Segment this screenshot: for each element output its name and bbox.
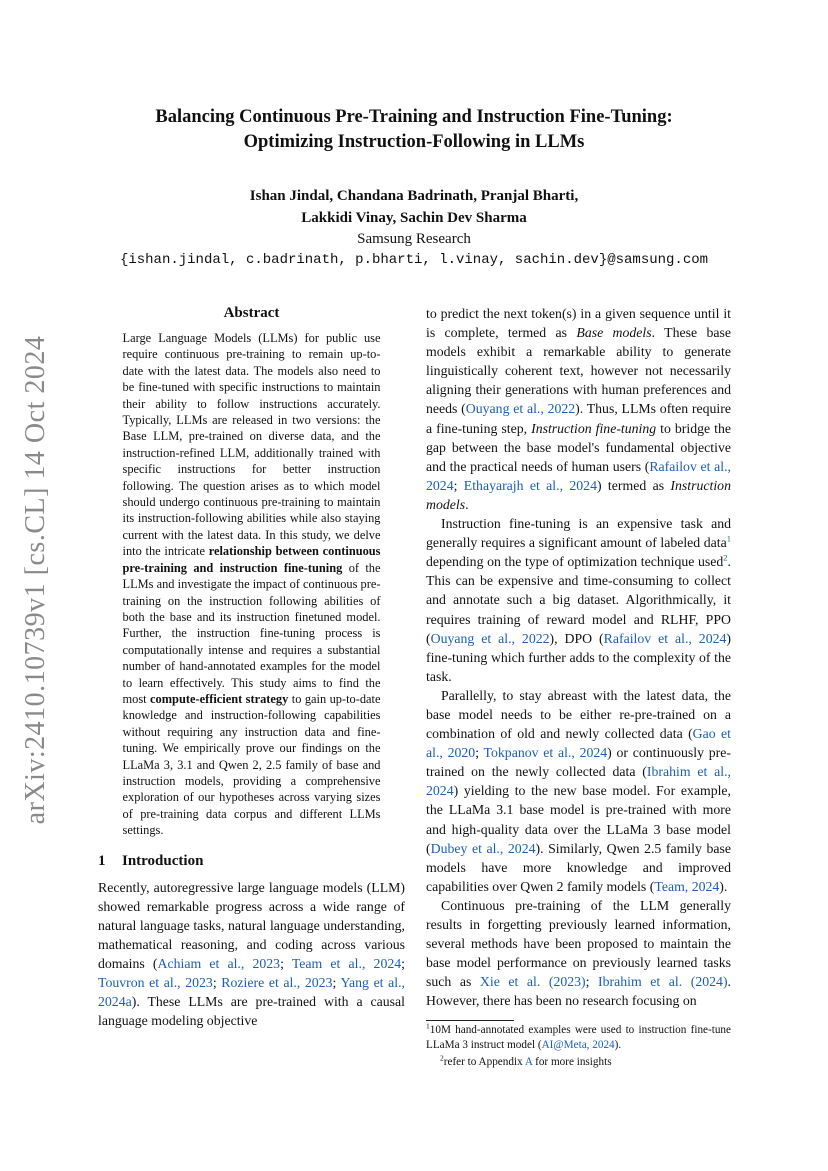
citation-link[interactable]: Tokpanov et al., 2024	[483, 745, 608, 761]
intro-paragraph-1	[98, 878, 405, 1031]
abstract-part-3: to gain up-to-date knowledge and instruction-following capabilities without requiring any instruction data and fine-tuning. We empirically prove our findings on the LLaMa 3, 3.1 and Qwen 2, 2.5 family of base and instruction models, providing a comprehensive exploration of our hypotheses across varying sizes of pre-training data corpus and different LLMs settings.	[122, 691, 381, 838]
text-run: Recently, autoregressive large language models (LLM) showed remarkable progress across a wide range of natural language tasks, natural language understanding, mathematical reasoning, and coding across various domains (	[98, 879, 405, 971]
authors-line-1: Ishan Jindal, Chandana Badrinath, Pranjal Bharti,	[249, 188, 579, 204]
title-block	[98, 105, 730, 270]
section-title: Introduction	[122, 852, 204, 869]
arxiv-id-text: arXiv:2410.10739v1 [cs.CL] 14 Oct 2024	[20, 335, 51, 825]
text-run: ). These LLMs are pre-trained with a causal language modeling objective	[98, 994, 405, 1029]
text-run: ;	[453, 477, 464, 493]
left-column	[98, 305, 405, 1030]
footnote-1	[426, 1023, 731, 1053]
text-run: . These base models exhibit a remarkable ability to generate linguistically coherent text, however not necessarily aligning their generations with human preferences and needs (	[426, 325, 731, 417]
text-run: . However, there has been no research focusing on	[426, 974, 731, 1009]
term-base-models: Base models	[576, 325, 652, 341]
text-run: ;	[401, 955, 405, 971]
citation-link[interactable]: Dubey et al., 2024	[430, 840, 536, 856]
citation-link[interactable]: Gao et al., 2020	[426, 726, 731, 761]
arxiv-identifier	[14, 300, 58, 860]
text-run: ;	[332, 975, 341, 991]
text-run: ).	[719, 878, 728, 894]
footnote-2	[426, 1055, 731, 1070]
section-number: 1	[98, 852, 106, 869]
text-run: ) or continuously pre-trained on the newly collected data (	[426, 745, 731, 780]
citation-link[interactable]: Roziere et al., 2023	[221, 975, 333, 991]
text-run: Parallelly, to stay abreast with the latest data, the base model needs to be either re-pre-trained on a combination of old and newly collected data (	[426, 687, 731, 742]
citation-link[interactable]: Ibrahim et al., 2024	[426, 764, 731, 799]
abstract-bold-1: relationship between continuous pre-training and instruction fine-tuning	[122, 544, 381, 575]
footnote-number: 1	[426, 1021, 430, 1031]
footnote-number: 2	[440, 1053, 444, 1063]
abstract-bold-2: compute-efficient strategy	[150, 691, 289, 706]
text-run: ;	[280, 955, 292, 971]
text-run: ).	[614, 1039, 622, 1052]
text-run: Instruction fine-tuning is an expensive task and generally requires a significant amount of labeled data	[426, 516, 731, 551]
citation-link[interactable]: Ibrahim et al. (2024)	[598, 974, 728, 990]
citation-link[interactable]: Rafailov et al., 2024	[603, 630, 727, 646]
title-line-1: Balancing Continuous Pre-Training and Instruction Fine-Tuning:	[155, 107, 673, 127]
text-run: 10M hand-annotated examples were used to instruction fine-tune LLaMa 3 instruct model (	[426, 1024, 731, 1052]
citation-link[interactable]: Team, 2024	[654, 878, 720, 894]
citation-link[interactable]: Ethayarajh et al., 2024	[463, 477, 597, 493]
text-run: ) fine-tuning which further adds to the complexity of the task.	[426, 630, 732, 684]
text-run: refer to Appendix	[443, 1056, 525, 1069]
text-run: Continuous pre-training of the LLM generally results in forgetting previously learned information, several methods have been proposed to maintain the base model performance on previously learned tasks such as	[426, 897, 731, 990]
citation-link[interactable]: AI@Meta, 2024	[541, 1039, 615, 1052]
text-run: depending on the type of optimization technique used	[426, 554, 724, 570]
text-run: to predict the next token(s) in a given sequence until it is complete, termed as	[426, 306, 731, 341]
citation-link[interactable]: Yang et al., 2024a	[98, 975, 405, 1010]
text-run: for more insights	[532, 1056, 612, 1069]
text-run: .	[465, 496, 469, 512]
term-instruction-models: Instruction models	[426, 477, 731, 512]
abstract-heading: Abstract	[223, 305, 280, 321]
abstract-part-1: Large Language Models (LLMs) for public use require continuous pre-training to remain up-to-date with the latest data. The models also need to be fine-tuned with specific instructions to maintain their ability to follow instructions accurately. Typically, LLMs are released in two versions: the Base LLM, pre-trained on diverse data, and the instruction-refined LLM, additionally trained with specific instructions for better instruction following. The question arises as to which model should undergo continuous pre-training to maintain its instruction-following abilities while also staying current with the latest data. In this study, we delve into the intricate	[122, 331, 381, 559]
text-run: ). Similarly, Qwen 2.5 family base models have more knowledge and improved capabilities over Qwen 2 family models (	[426, 840, 731, 894]
intro-paragraph-2	[426, 514, 731, 686]
text-run: ;	[212, 975, 222, 991]
paper-title	[98, 105, 730, 155]
intro-paragraph-3	[426, 686, 731, 896]
abstract-text	[123, 330, 381, 839]
text-run: ) yielding to the new base model. For example, the LLaMa 3.1 base model is pre-trained with more and high-quality data over the LLaMa 3 base model (	[426, 783, 731, 856]
intro-paragraph-4	[426, 896, 731, 1011]
text-run: ) termed as	[596, 477, 671, 493]
right-column	[426, 304, 731, 1070]
text-run: ;	[585, 974, 599, 990]
section-heading-introduction	[98, 853, 405, 870]
authors-line-2: Lakkidi Vinay, Sachin Dev Sharma	[301, 210, 527, 226]
text-run: ). Thus, LLMs often require a fine-tuning step,	[426, 401, 731, 436]
affiliation: Samsung Research	[357, 231, 471, 247]
text-run: ;	[475, 745, 484, 761]
appendix-link[interactable]: A	[524, 1056, 533, 1069]
intro-paragraph-1-continued	[426, 304, 731, 514]
citation-link[interactable]: Xie et al. (2023)	[479, 974, 586, 990]
citation-link[interactable]: Achiam et al., 2023	[157, 955, 281, 971]
author-list	[98, 185, 730, 229]
term-instruction-fine-tuning: Instruction fine-tuning	[531, 420, 657, 436]
abstract-part-2: of the LLMs and investigate the impact of continuous pre-training on the instruction following abilities of both the base and its instruction finetuned model. Further, the instruction fine-tuning process is computationally intense and requires a substantial number of hand-annotated examples for the model to learn effectively. This study aims to find the most	[122, 560, 381, 706]
citation-link[interactable]: Rafailov et al., 2024	[426, 458, 731, 493]
text-run: ), DPO (	[549, 630, 604, 646]
citation-link[interactable]: Team et al., 2024	[291, 955, 402, 971]
text-run: to bridge the gap between the base model's fundamental objective and the practical needs of human users (	[426, 420, 732, 474]
title-line-2: Optimizing Instruction-Following in LLMs	[243, 132, 585, 152]
text-run: . This can be expensive and time-consuming to collect and annotate such a big dataset. Algorithmically, it requires training of reward model and RLHF, PPO (	[426, 554, 731, 646]
citation-link[interactable]: Ouyang et al., 2022	[430, 630, 550, 646]
citation-link[interactable]: Touvron et al., 2023	[98, 975, 213, 991]
citation-link[interactable]: Ouyang et al., 2022	[465, 401, 576, 417]
author-emails: {ishan.jindal, c.badrinath, p.bharti, l.vinay, sachin.dev}@samsung.com	[119, 252, 709, 268]
footnote-marker-2[interactable]: 2	[723, 552, 728, 563]
footnote-marker-1[interactable]: 1	[726, 533, 731, 544]
footnote-divider	[426, 1020, 514, 1021]
